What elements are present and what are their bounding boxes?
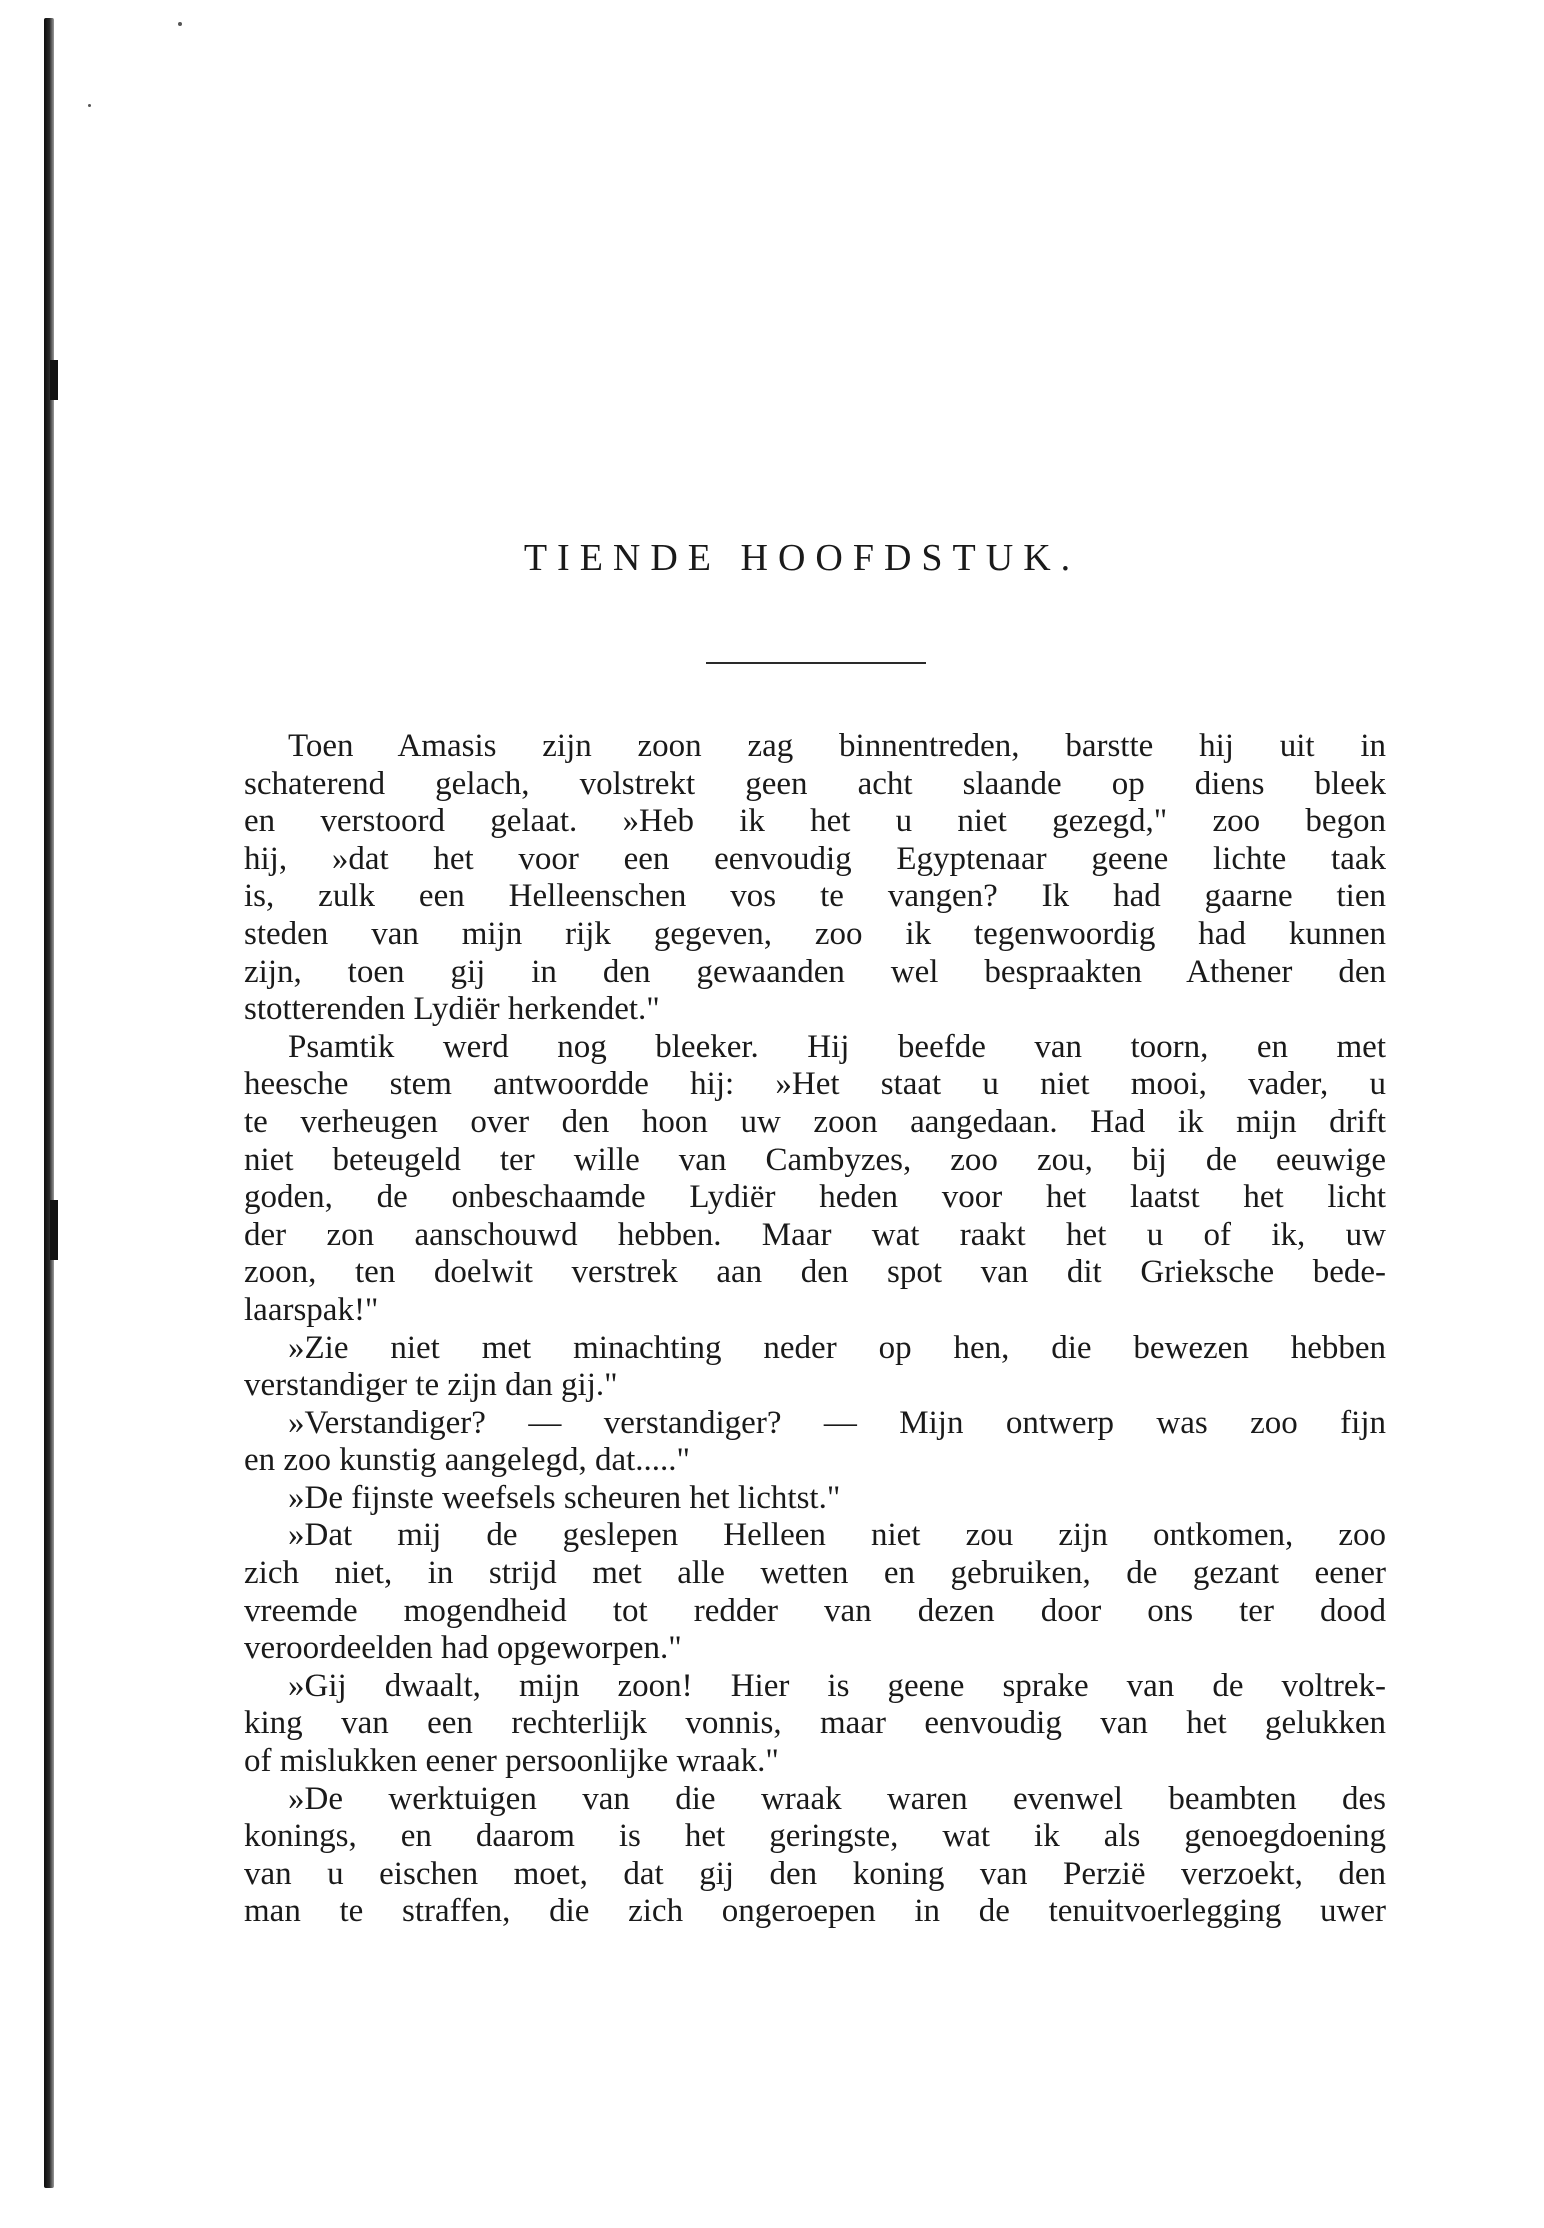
text-line: vreemde mogendheid tot redder van dezen door ons ter dood bbox=[244, 1592, 1386, 1629]
text-line: is, zulk een Helleenschen vos te vangen? Ik had gaarne tien bbox=[244, 878, 1386, 915]
text-line: »De fijnste weefsels scheuren het lichtst." bbox=[288, 1479, 841, 1516]
text-line: of mislukken eener persoonlijke wraak." bbox=[244, 1743, 779, 1780]
text-line: konings, en daarom is het geringste, wat ik als genoegdoening bbox=[244, 1818, 1386, 1855]
chapter-title: TIENDE HOOFDSTUK. bbox=[523, 537, 1081, 579]
text-line: laarspak!" bbox=[244, 1291, 379, 1328]
binding-notch bbox=[50, 1200, 58, 1260]
text-line: der zon aanschouwd hebben. Maar wat raakt het u of ik, uw bbox=[244, 1216, 1386, 1253]
body-text bbox=[244, 728, 1386, 1931]
text-line: Psamtik werd nog bleeker. Hij beefde van toorn, en met bbox=[288, 1028, 1386, 1065]
text-line: man te straffen, die zich ongeroepen in de tenuitvoerlegging uwer bbox=[244, 1893, 1386, 1930]
text-line: king van een rechterlijk vonnis, maar eenvoudig van het gelukken bbox=[244, 1705, 1386, 1742]
text-line: »Zie niet met minachting neder op hen, die bewezen hebben bbox=[288, 1329, 1386, 1366]
binding-notch bbox=[50, 360, 58, 400]
text-line: hij, »dat het voor een eenvoudig Egyptenaar geene lichte taak bbox=[244, 840, 1386, 877]
page-binding-edge bbox=[44, 18, 54, 2188]
text-line: van u eischen moet, dat gij den koning van Perzië verzoekt, den bbox=[244, 1855, 1386, 1892]
text-line: Toen Amasis zijn zoon zag binnentreden, barstte hij uit in bbox=[288, 728, 1386, 764]
text-line: verstandiger te zijn dan gij." bbox=[244, 1367, 618, 1404]
text-line: en zoo kunstig aangelegd, dat....." bbox=[244, 1442, 691, 1479]
text-line: »De werktuigen van die wraak waren evenwel beambten des bbox=[288, 1780, 1386, 1817]
text-line: te verheugen over den hoon uw zoon aangedaan. Had ik mijn drift bbox=[244, 1103, 1386, 1140]
title-divider bbox=[706, 662, 926, 664]
text-line: goden, de onbeschaamde Lydiër heden voor het laatst het licht bbox=[244, 1179, 1386, 1216]
text-line: niet beteugeld ter wille van Cambyzes, zoo zou, bij de eeuwige bbox=[244, 1141, 1386, 1178]
text-line: stotterenden Lydiër herkendet." bbox=[244, 991, 660, 1028]
text-line: »Dat mij de geslepen Helleen niet zou zijn ontkomen, zoo bbox=[288, 1517, 1386, 1554]
text-line: »Verstandiger? — verstandiger? — Mijn ontwerp was zoo fijn bbox=[288, 1404, 1386, 1441]
text-line: en verstoord gelaat. »Heb ik het u niet gezegd," zoo begon bbox=[244, 803, 1386, 840]
text-line: zoon, ten doelwit verstrek aan den spot van dit Grieksche bede- bbox=[244, 1254, 1386, 1291]
text-line: heesche stem antwoordde hij: »Het staat u niet mooi, vader, u bbox=[244, 1066, 1386, 1103]
paper-speck bbox=[88, 104, 91, 107]
text-line: steden van mijn rijk gegeven, zoo ik tegenwoordig had kunnen bbox=[244, 915, 1386, 952]
text-line: schaterend gelach, volstrekt geen acht slaande op diens bleek bbox=[244, 765, 1386, 802]
text-line: veroordeelden had opgeworpen." bbox=[244, 1630, 682, 1667]
text-line: zijn, toen gij in den gewaanden wel bespraakten Athener den bbox=[244, 953, 1386, 990]
text-line: »Gij dwaalt, mijn zoon! Hier is geene sprake van de voltrek- bbox=[288, 1667, 1386, 1704]
paper-speck bbox=[178, 22, 182, 26]
text-line: zich niet, in strijd met alle wetten en gebruiken, de gezant eener bbox=[244, 1555, 1386, 1592]
